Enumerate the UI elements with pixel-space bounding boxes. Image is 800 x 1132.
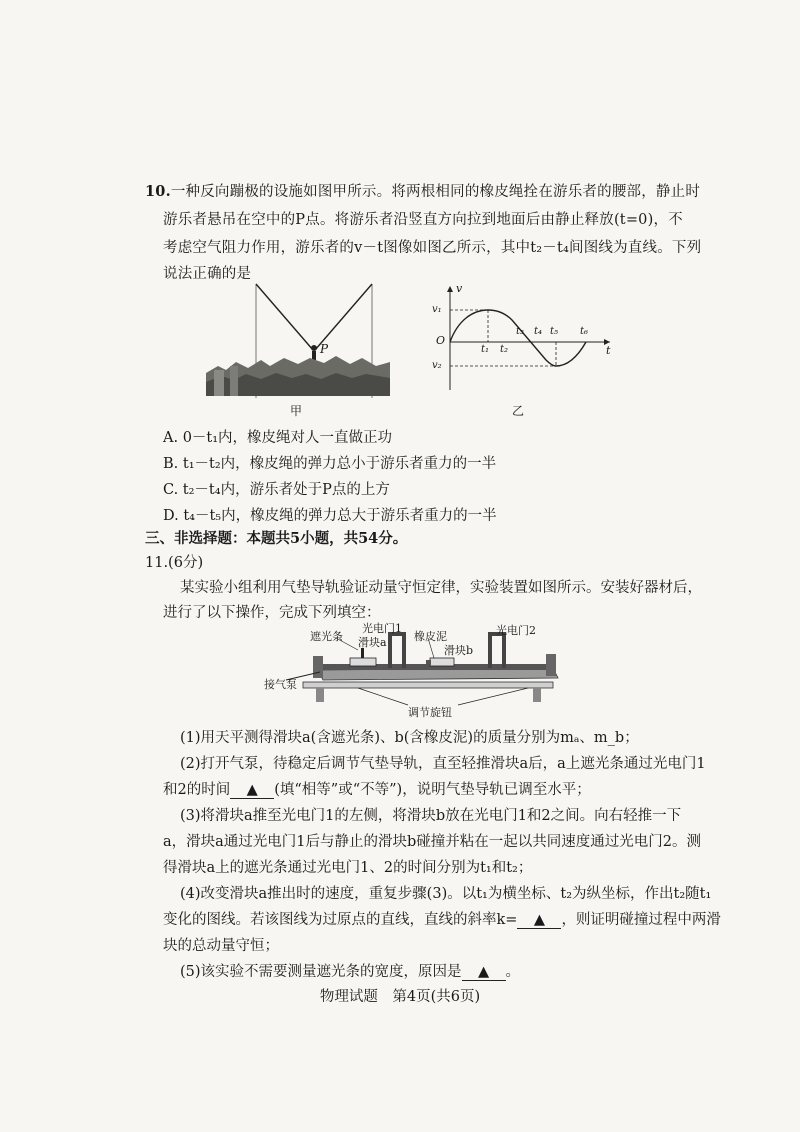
answer-blank-2[interactable]: ▲ <box>517 912 561 929</box>
origin-label: O <box>436 334 446 347</box>
q10-option-b: B. t₁－t₂内，橡皮绳的弹力总小于游乐者重力的一半 <box>163 456 497 472</box>
page-footer: 物理试题 第4页(共6页) <box>319 989 481 1005</box>
label-knob: 调节旋钮 <box>408 706 452 719</box>
q10-line-1 <box>145 180 700 201</box>
answer-blank-1[interactable]: ▲ <box>230 782 274 799</box>
label-pump: 接气泵 <box>264 678 297 691</box>
q10-option-a: A. 0－t₁内，橡皮绳对人一直做正功 <box>163 430 393 446</box>
q11-step3-line3: 得滑块a上的遮光条通过光电门1、2的时间分别为t₁和t₂； <box>163 860 533 876</box>
v1-label: v₁ <box>432 304 442 315</box>
bungee-photo <box>206 278 390 418</box>
q10-line-2: 游乐者悬吊在空中的P点。将游乐者沿竖直方向拉到地面后由静止释放(t=0)，不 <box>163 212 683 228</box>
q11-step2-line1: (2)打开气泵，待稳定后调节气垫导轨，直至轻推滑块a后，a上遮光条通过光电门1 <box>180 756 706 772</box>
q10-line-4: 说法正确的是 <box>163 266 252 282</box>
q11-step5 <box>180 960 520 981</box>
caption-yi: 乙 <box>512 404 525 418</box>
q11-step5-pre: (5)该实验不需要测量遮光条的宽度，原因是 <box>180 964 462 980</box>
q11-step4-line3: 块的总动量守恒； <box>163 938 279 954</box>
vt-graph <box>428 282 618 422</box>
q11-step5-post: 。 <box>505 964 521 980</box>
q11-step4-line1: (4)改变滑块a推出时的速度，重复步骤(3)。以t₁为横坐标、t₂为纵坐标，作出t₂随t₁ <box>180 886 712 902</box>
q11-step2-pre: 和2的时间 <box>163 782 231 798</box>
caption-jia: 甲 <box>290 404 303 418</box>
section-header: 三、非选择题：本题共5小题，共54分。 <box>145 530 408 547</box>
q11-step2-post: (填“相等”或“不等”)，说明气垫导轨已调至水平； <box>274 782 591 798</box>
t3-label: t₃ <box>516 326 525 337</box>
t6-label: t₆ <box>580 326 589 337</box>
answer-blank-3[interactable]: ▲ <box>462 964 506 981</box>
t2-label: t₂ <box>500 344 509 355</box>
q10-option-c: C. t₂－t₄内，游乐者处于P点的上方 <box>163 482 390 498</box>
q11-intro-2: 进行了以下操作，完成下列填空： <box>163 605 381 621</box>
label-slider-b: 滑块b <box>444 644 474 657</box>
q11-step4-pre: 变化的图线。若该图线为过原点的直线，直线的斜率k= <box>163 912 518 928</box>
t1-label: t₁ <box>481 344 490 355</box>
q11-step3-line1: (3)将滑块a推至光电门1的左侧，将滑块b放在光电门1和2之间。向右轻推一下 <box>180 808 682 824</box>
q10-line-3: 考虑空气阻力作用，游乐者的v－t图像如图乙所示，其中t₂－t₄间图线为直线。下列 <box>163 240 702 256</box>
label-p: P <box>320 342 329 356</box>
t5-label: t₅ <box>550 326 559 337</box>
q10-number: 10. <box>145 183 171 200</box>
q10-text-1: 一种反向蹦极的设施如图甲所示。将两根相同的橡皮绳拴在游乐者的腰部，静止时 <box>170 184 701 200</box>
label-slider-a: 滑块a <box>358 636 387 649</box>
q11-step3-line2: a，滑块a通过光电门1后与静止的滑块b碰撞并粘在一起以共同速度通过光电门2。测 <box>163 834 702 850</box>
axis-t-label: t <box>606 344 611 357</box>
apparatus-figure <box>258 620 568 720</box>
q11-intro-1: 某实验小组利用气垫导轨验证动量守恒定律，实验装置如图所示。安装好器材后， <box>180 580 702 596</box>
label-shield: 遮光条 <box>310 630 343 643</box>
figure-jia <box>206 278 390 418</box>
figure-yi <box>428 282 618 422</box>
label-gate1: 光电门1 <box>362 622 402 635</box>
q11-step2-line2 <box>163 778 591 799</box>
q11-step4-post: ，则证明碰撞过程中两滑 <box>561 912 721 928</box>
label-putty: 橡皮泥 <box>414 630 447 643</box>
q11-header: 11.(6分) <box>145 555 204 571</box>
label-gate2: 光电门2 <box>496 624 536 637</box>
t4-label: t₄ <box>534 326 543 337</box>
q11-step1: (1)用天平测得滑块a(含遮光条)、b(含橡皮泥)的质量分别为mₐ、m_b； <box>180 730 639 746</box>
axis-v-label: v <box>456 282 463 295</box>
v2-label: v₂ <box>432 360 442 371</box>
q11-step4-line2 <box>163 908 721 929</box>
q10-option-d: D. t₄－t₅内，橡皮绳的弹力总大于游乐者重力的一半 <box>163 508 497 524</box>
